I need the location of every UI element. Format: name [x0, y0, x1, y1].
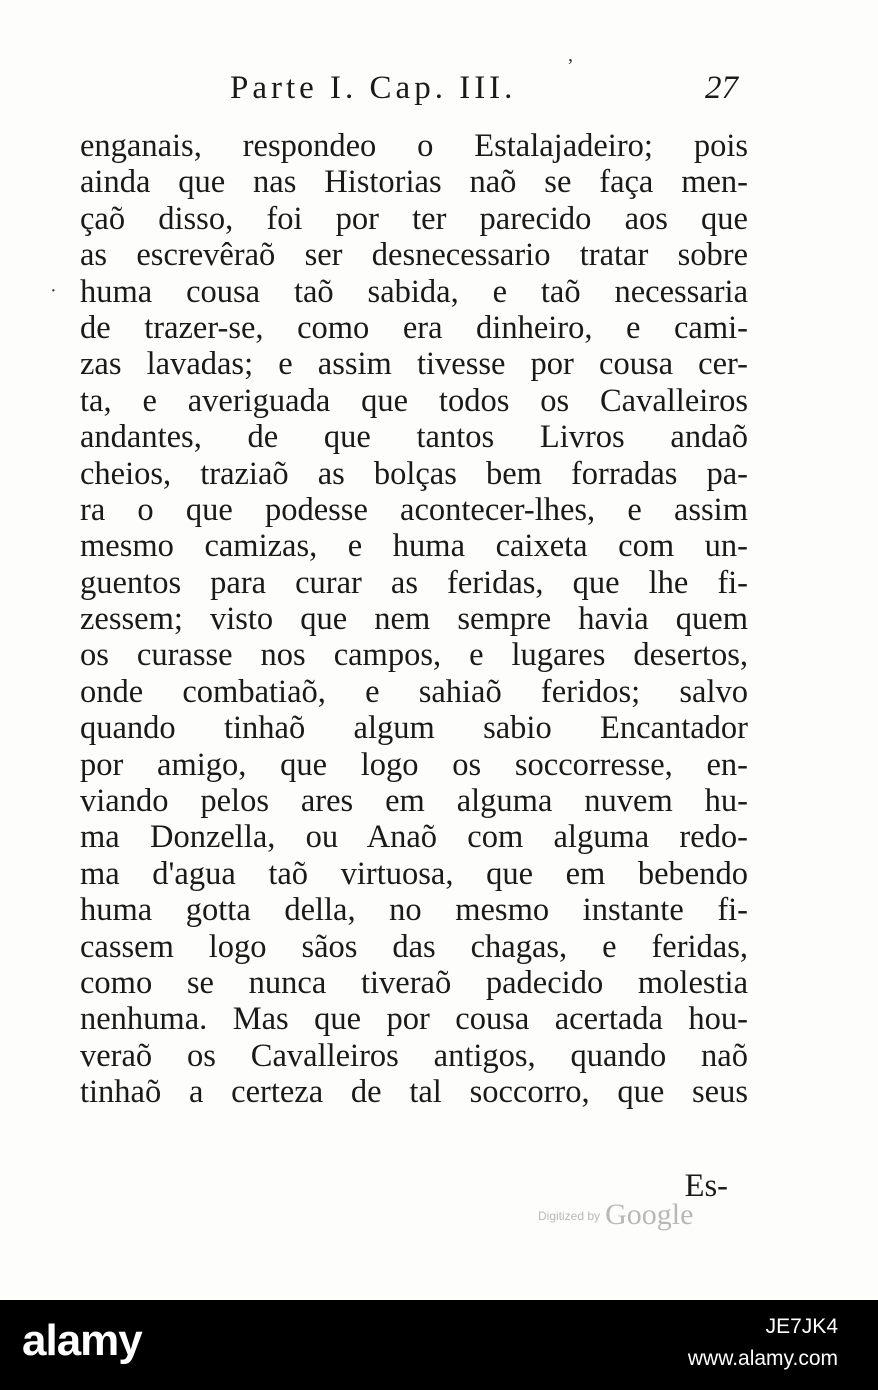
- text-line: ainda que nas Historias naõ se faça men-: [80, 164, 748, 201]
- text-line: enganais, respondeo o Estalajadeiro; pois: [80, 128, 748, 164]
- print-speck: ,: [568, 44, 573, 66]
- text-line: guentos para curar as feridas, que lhe fi-: [80, 564, 748, 601]
- text-line: zas lavadas; e assim tivesse por cousa cer-: [80, 346, 748, 383]
- text-line: ma Donzella, ou Anaõ com alguma redo-: [80, 819, 748, 856]
- text-line: quando tinhaõ algum sabio Encantador: [80, 710, 748, 747]
- watermark-google-logo: Google: [605, 1198, 694, 1231]
- stock-photo-footer: [0, 1300, 878, 1390]
- text-line: ra o que podesse acontecer-lhes, e assim: [80, 491, 748, 528]
- text-line: veraõ os Cavalleiros antigos, quando naõ: [80, 1037, 748, 1074]
- alamy-logo: alamy: [22, 1316, 142, 1365]
- text-line: cassem logo sãos das chagas, e feridas,: [80, 928, 748, 965]
- text-line: çaõ disso, foi por ter parecido aos que: [80, 200, 748, 237]
- text-line: como se nunca tiveraõ padecido molestia: [80, 964, 748, 1001]
- text-line: de trazer-se, como era dinheiro, e cami-: [80, 309, 748, 346]
- text-line: ta, e averiguada que todos os Cavalleiros: [80, 382, 748, 419]
- print-speck: ·: [50, 280, 57, 302]
- catchword: Es-: [684, 1168, 728, 1204]
- google-digitized-watermark: [538, 1198, 693, 1232]
- text-line: zessem; visto que nem sempre havia quem: [80, 601, 748, 638]
- text-line: por amigo, que logo os soccorresse, en-: [80, 746, 748, 783]
- text-line: andantes, de que tantos Livros andaõ: [80, 419, 748, 456]
- body-text: [80, 128, 748, 1111]
- page-header: [80, 70, 750, 110]
- text-line: ma d'agua taõ virtuosa, que em bebendo: [80, 855, 748, 892]
- text-line: tinhaõ a certeza de tal soccorro, que seus: [80, 1074, 748, 1111]
- text-line: viando pelos ares em alguma nuvem hu-: [80, 783, 748, 820]
- text-line: onde combatiaõ, e sahiaõ feridos; salvo: [80, 673, 748, 710]
- text-line: mesmo camizas, e huma caixeta com un-: [80, 528, 748, 565]
- text-line: huma gotta della, no mesmo instante fi-: [80, 892, 748, 929]
- site-url[interactable]: www.alamy.com: [687, 1347, 838, 1370]
- page-number: 27: [705, 70, 738, 106]
- text-line: as escrevêraõ ser desnecessario tratar sobre: [80, 237, 748, 274]
- text-line: os curasse nos campos, e lugares desertos,: [80, 637, 748, 674]
- running-head: Parte I. Cap. III.: [230, 70, 517, 106]
- text-line: cheios, traziaõ as bolças bem forradas pa-: [80, 455, 748, 492]
- text-line: huma cousa taõ sabida, e taõ necessaria: [80, 273, 748, 310]
- watermark-prefix: Digitized by: [538, 1209, 601, 1223]
- image-id: JE7JK4: [765, 1315, 838, 1338]
- text-line: nenhuma. Mas que por cousa acertada hou-: [80, 1001, 748, 1038]
